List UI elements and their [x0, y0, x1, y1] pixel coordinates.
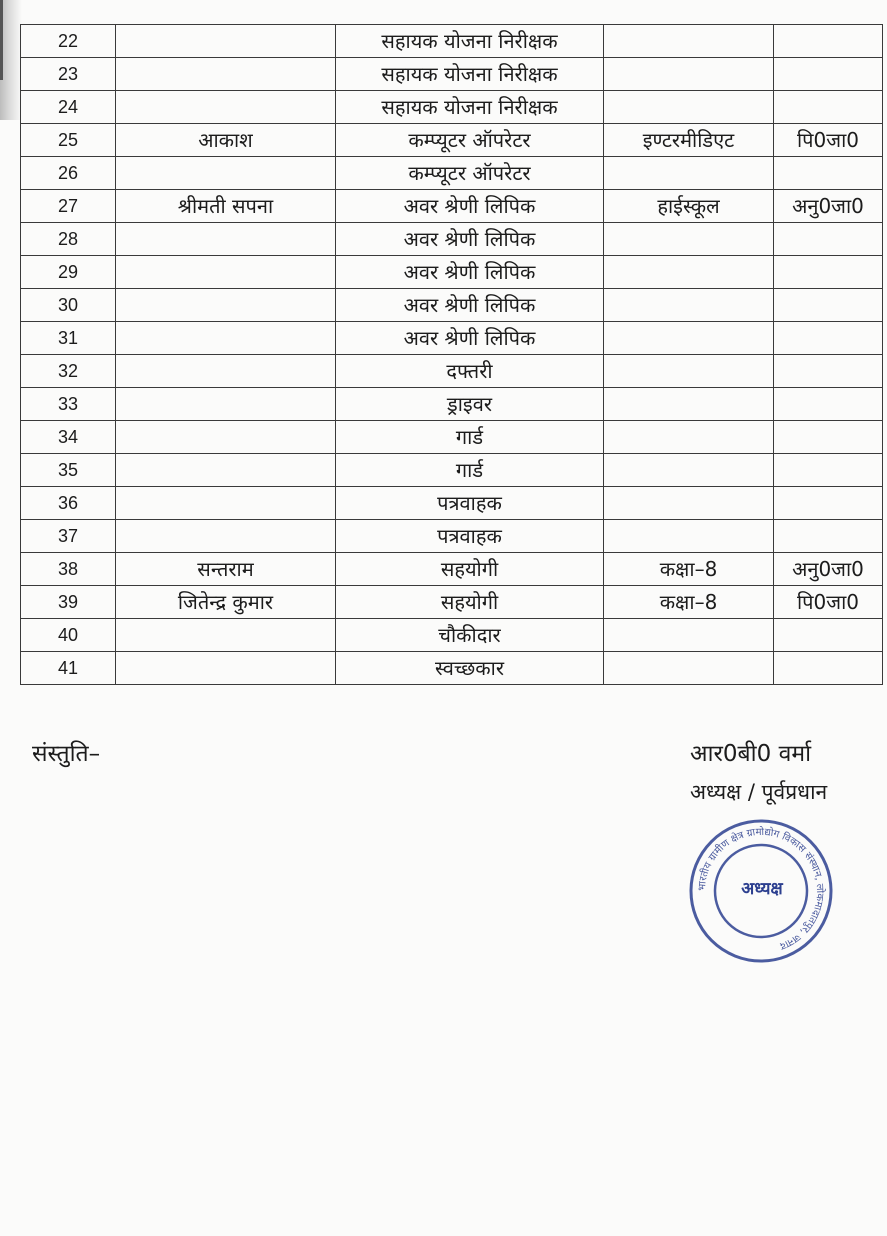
employee-name-cell [116, 520, 336, 553]
serial-number-cell: 39 [21, 586, 116, 619]
post-name-cell: स्वच्छकार [336, 652, 604, 685]
page-corner-smudge [0, 0, 22, 120]
qualification-cell [604, 652, 774, 685]
post-name-cell: सहयोगी [336, 553, 604, 586]
qualification-cell [604, 223, 774, 256]
employee-name-cell: जितेन्द्र कुमार [116, 586, 336, 619]
qualification-cell [604, 487, 774, 520]
signatory-name: आर0बी0 वर्मा [690, 741, 812, 767]
qualification-cell [604, 421, 774, 454]
recommendation-label: संस्तुति– [32, 741, 101, 767]
employee-name-cell [116, 487, 336, 520]
qualification-cell [604, 289, 774, 322]
serial-number-cell: 29 [21, 256, 116, 289]
serial-number-cell: 30 [21, 289, 116, 322]
post-name-cell: सहायक योजना निरीक्षक [336, 58, 604, 91]
serial-number-cell: 37 [21, 520, 116, 553]
serial-number-cell: 36 [21, 487, 116, 520]
table-row [21, 355, 883, 388]
post-name-cell: अवर श्रेणी लिपिक [336, 190, 604, 223]
category-cell [774, 421, 883, 454]
serial-number-cell: 41 [21, 652, 116, 685]
qualification-cell: हाईस्कूल [604, 190, 774, 223]
category-cell [774, 289, 883, 322]
table-row [21, 190, 883, 223]
qualification-cell [604, 157, 774, 190]
post-name-cell: पत्रवाहक [336, 487, 604, 520]
qualification-cell [604, 619, 774, 652]
table-row [21, 322, 883, 355]
qualification-cell [604, 520, 774, 553]
employee-name-cell [116, 289, 336, 322]
qualification-cell [604, 454, 774, 487]
post-name-cell: पत्रवाहक [336, 520, 604, 553]
qualification-cell [604, 322, 774, 355]
category-cell: अनु0जा0 [774, 553, 883, 586]
category-cell [774, 91, 883, 124]
table-row [21, 487, 883, 520]
seal-ring-text: भारतीय ग्रामीण क्षेत्र ग्रामोद्योग विकास संस्थान, लोकमादातपुर, जनाद [696, 826, 826, 952]
table-row [21, 520, 883, 553]
seal-center-text: अध्यक्ष [741, 879, 783, 899]
post-name-cell: कम्प्यूटर ऑपरेटर [336, 157, 604, 190]
post-name-cell: गार्ड [336, 454, 604, 487]
post-name-cell: दफ्तरी [336, 355, 604, 388]
serial-number-cell: 31 [21, 322, 116, 355]
staff-table [20, 24, 883, 685]
employee-name-cell: श्रीमती सपना [116, 190, 336, 223]
table-row [21, 652, 883, 685]
table-row [21, 124, 883, 157]
serial-number-cell: 40 [21, 619, 116, 652]
category-cell [774, 652, 883, 685]
serial-number-cell: 24 [21, 91, 116, 124]
employee-name-cell [116, 355, 336, 388]
post-name-cell: गार्ड [336, 421, 604, 454]
category-cell [774, 520, 883, 553]
category-cell [774, 157, 883, 190]
employee-name-cell [116, 652, 336, 685]
post-name-cell: अवर श्रेणी लिपिक [336, 256, 604, 289]
qualification-cell [604, 25, 774, 58]
category-cell: अनु0जा0 [774, 190, 883, 223]
employee-name-cell [116, 58, 336, 91]
table-row [21, 223, 883, 256]
employee-name-cell [116, 25, 336, 58]
table-row [21, 91, 883, 124]
category-cell [774, 619, 883, 652]
qualification-cell [604, 388, 774, 421]
employee-name-cell: सन्तराम [116, 553, 336, 586]
serial-number-cell: 27 [21, 190, 116, 223]
employee-name-cell [116, 223, 336, 256]
table-row [21, 256, 883, 289]
post-name-cell: सहायक योजना निरीक्षक [336, 91, 604, 124]
qualification-cell: कक्षा–8 [604, 586, 774, 619]
qualification-cell [604, 58, 774, 91]
post-name-cell: ड्राइवर [336, 388, 604, 421]
serial-number-cell: 34 [21, 421, 116, 454]
category-cell [774, 58, 883, 91]
qualification-cell [604, 256, 774, 289]
staff-table-body [21, 25, 883, 685]
table-row [21, 586, 883, 619]
serial-number-cell: 25 [21, 124, 116, 157]
table-row [21, 289, 883, 322]
table-row [21, 454, 883, 487]
serial-number-cell: 38 [21, 553, 116, 586]
post-name-cell: अवर श्रेणी लिपिक [336, 223, 604, 256]
table-row [21, 619, 883, 652]
qualification-cell: कक्षा–8 [604, 553, 774, 586]
category-cell [774, 355, 883, 388]
post-name-cell: सहायक योजना निरीक्षक [336, 25, 604, 58]
post-name-cell: अवर श्रेणी लिपिक [336, 289, 604, 322]
employee-name-cell [116, 157, 336, 190]
post-name-cell: कम्प्यूटर ऑपरेटर [336, 124, 604, 157]
category-cell [774, 454, 883, 487]
page-edge-mark [0, 0, 3, 80]
serial-number-cell: 32 [21, 355, 116, 388]
table-row [21, 157, 883, 190]
employee-name-cell [116, 388, 336, 421]
table-row [21, 58, 883, 91]
serial-number-cell: 33 [21, 388, 116, 421]
employee-name-cell: आकाश [116, 124, 336, 157]
category-cell [774, 388, 883, 421]
table-row [21, 421, 883, 454]
table-row [21, 553, 883, 586]
category-cell [774, 223, 883, 256]
employee-name-cell [116, 322, 336, 355]
employee-name-cell [116, 421, 336, 454]
serial-number-cell: 26 [21, 157, 116, 190]
category-cell [774, 322, 883, 355]
serial-number-cell: 22 [21, 25, 116, 58]
category-cell: पि0जा0 [774, 124, 883, 157]
category-cell: पि0जा0 [774, 586, 883, 619]
category-cell [774, 25, 883, 58]
serial-number-cell: 35 [21, 454, 116, 487]
employee-name-cell [116, 256, 336, 289]
post-name-cell: अवर श्रेणी लिपिक [336, 322, 604, 355]
employee-name-cell [116, 91, 336, 124]
post-name-cell: चौकीदार [336, 619, 604, 652]
table-row [21, 25, 883, 58]
qualification-cell [604, 355, 774, 388]
category-cell [774, 487, 883, 520]
post-name-cell: सहयोगी [336, 586, 604, 619]
serial-number-cell: 23 [21, 58, 116, 91]
table-row [21, 388, 883, 421]
qualification-cell: इण्टरमीडिएट [604, 124, 774, 157]
employee-name-cell [116, 619, 336, 652]
serial-number-cell: 28 [21, 223, 116, 256]
signatory-title: अध्यक्ष / पूर्वप्रधान [690, 780, 828, 804]
category-cell [774, 256, 883, 289]
qualification-cell [604, 91, 774, 124]
employee-name-cell [116, 454, 336, 487]
